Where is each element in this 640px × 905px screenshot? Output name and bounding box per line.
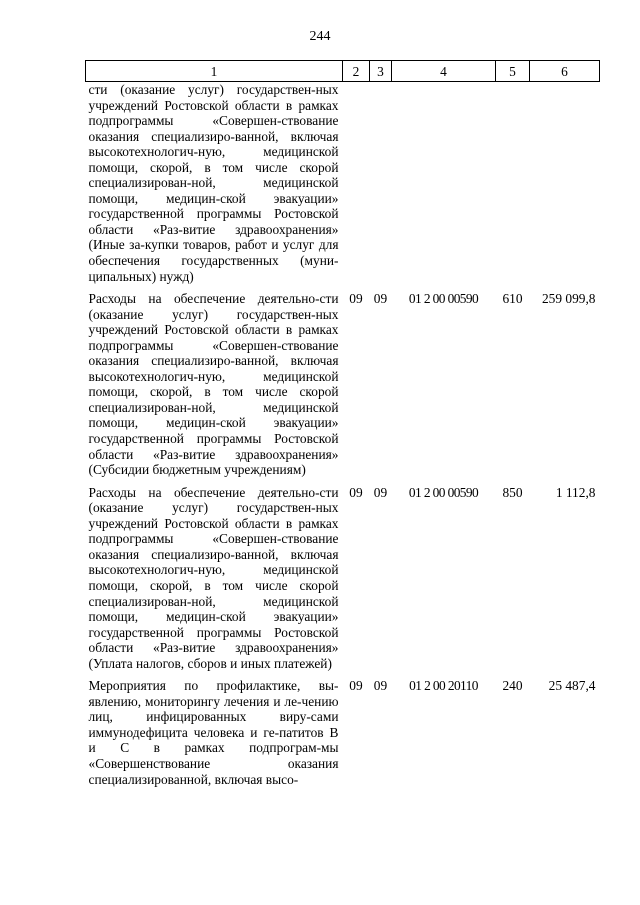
row-subsection-code: 09 bbox=[373, 291, 388, 307]
table-header-row bbox=[86, 61, 600, 82]
row-expense-type: 240 bbox=[502, 678, 523, 694]
column-header-5: 5 bbox=[496, 61, 530, 82]
budget-table bbox=[85, 60, 600, 787]
row-subsection-code: 09 bbox=[373, 678, 388, 694]
column-header-1: 1 bbox=[86, 61, 343, 82]
table-row bbox=[86, 671, 600, 787]
row-description: Мероприятия по профилактике, вы-явлению, мониторингу лечения и ле-чению лиц, инфицированных виру-сами иммунодефицита человека и ге-патитов В и С в рамках подпрограм-мы «Совершенствование оказания специализированной, включая высо- bbox=[88, 678, 339, 787]
row-description: Расходы на обеспечение деятельно-сти (оказание услуг) государствен-ных учреждений Ростовской области в рамках подпрограммы «Совершен-ствование оказания специализиро-ванной, включая высокотехнологич-ную, медицинской помощи, скорой, в том числе скорой специализирован-ной, медицинской помощи, медицин-ской эвакуации» государственной программы Ростовской области «Раз-витие здравоохранения» (Уплата налогов, сборов и иных платежей) bbox=[88, 484, 339, 671]
row-amount bbox=[530, 82, 600, 285]
column-header-3: 3 bbox=[370, 61, 392, 82]
row-amount: 1 112,8 bbox=[555, 484, 596, 500]
row-section-code: 09 bbox=[349, 484, 363, 500]
row-amount: 259 099,8 bbox=[541, 291, 596, 307]
page-number: 244 bbox=[309, 29, 331, 44]
row-amount: 25 487,4 bbox=[548, 678, 596, 694]
column-header-4: 4 bbox=[392, 61, 496, 82]
row-section-code: 09 bbox=[349, 678, 363, 694]
row-section-code: 09 bbox=[349, 291, 363, 307]
row-description: Расходы на обеспечение деятельно-сти (оказание услуг) государствен-ных учреждений Ростовской области в рамках подпрограммы «Совершен-ствование оказания специализиро-ванной, включая высокотехнологич-ную, медицинской помощи, скорой, в том числе скорой специализирован-ной, медицинской помощи, медицин-ской эвакуации» государственной программы Ростовской области «Раз-витие здравоохранения» (Субсидии бюджетным учреждениям) bbox=[88, 291, 339, 478]
row-section-code bbox=[343, 82, 370, 285]
table-row bbox=[86, 82, 600, 285]
row-subsection-code: 09 bbox=[373, 484, 388, 500]
row-expense-type: 610 bbox=[502, 291, 523, 307]
table-row bbox=[86, 478, 600, 672]
row-target-article: 01 2 00 00590 bbox=[408, 291, 479, 307]
row-expense-type bbox=[496, 82, 530, 285]
column-header-2: 2 bbox=[343, 61, 370, 82]
column-header-6: 6 bbox=[530, 61, 600, 82]
row-target-article: 01 2 00 00590 bbox=[408, 484, 479, 500]
table-row bbox=[86, 284, 600, 478]
row-target-article bbox=[392, 82, 496, 285]
row-target-article: 01 2 00 20110 bbox=[409, 678, 478, 694]
row-expense-type: 850 bbox=[502, 484, 523, 500]
row-description: сти (оказание услуг) государствен-ных учреждений Ростовской области в рамках подпрограммы «Совершен-ствование оказания специализиро-ванной, включая высокотехнологич-ную, медицинской помощи, скорой, в том числе скорой специализирован-ной, медицинской помощи, медицин-ской эвакуации» государственной программы Ростовской области «Раз-витие здравоохранения» (Иные за-купки товаров, работ и услуг для обеспечения государственных (муни-ципальных) нужд) bbox=[88, 82, 339, 284]
row-subsection-code bbox=[370, 82, 392, 285]
